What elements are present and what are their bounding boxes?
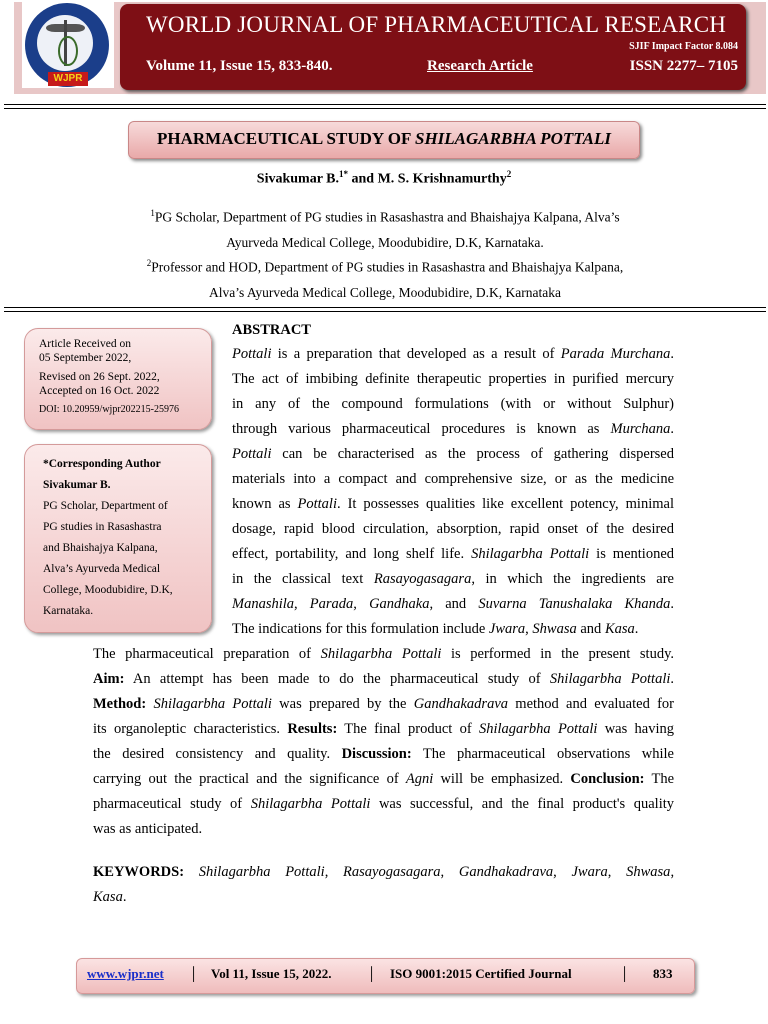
abstract-line: in the classical text Rasayogasagara, in which the ingredients are — [232, 571, 674, 587]
caduceus-snake-icon — [58, 36, 78, 66]
impact-factor: SJIF Impact Factor 8.084 — [629, 41, 738, 52]
abstract-line: The pharmaceutical preparation of Shilagarbha Pottali is performed in the present study. — [93, 646, 675, 662]
divider — [4, 311, 766, 312]
abstract-line: Manashila, Parada, Gandhaka, and Suvarna Tanushalaka Khanda. — [232, 596, 675, 612]
volume-issue: Volume 11, Issue 15, 833-840. — [146, 58, 333, 74]
abstract-line: Pottali is a preparation that developed as a result of Parada Murchana. — [232, 346, 675, 362]
abstract-line: through various pharmaceutical procedures is known as Murchana. — [232, 421, 674, 437]
abstract-line: the desired consistency and quality. Discussion: The pharmaceutical observations while — [93, 746, 674, 762]
abstract-line: materials into a compact and comprehensive size, or as the medicine — [232, 471, 674, 487]
keywords: KEYWORDS: Shilagarbha Pottali, Rasayogasagara, Gandhakadrava, Jwara, Shwasa, — [93, 864, 675, 880]
article-type: Research Article — [427, 58, 533, 74]
title-box — [128, 121, 640, 159]
footer-volume: Vol 11, Issue 15, 2022. — [211, 966, 332, 981]
abstract-line: effect, portability, and long shelf life. Shilagarbha Pottali is mentioned — [232, 546, 675, 562]
abstract-line: pharmaceutical study of Shilagarbha Pottali was successful, and the final product's quality — [93, 796, 675, 812]
issn: ISSN 2277– 7105 — [629, 58, 738, 74]
abstract-line: known as Pottali. It possesses qualities like excellent potency, minimal — [232, 496, 674, 512]
abstract-line: dosage, rapid blood circulation, absorption, rapid onset of the desired — [232, 521, 674, 537]
journal-website-link[interactable]: www.wjpr.net — [87, 966, 164, 981]
footer-separator: │ — [189, 966, 199, 981]
affiliation-2: $^2$Professor and HOD, Department of PG studies in Rasashastra and Bhaishajya Kalpana, Alva’s Ayurveda Medical College, Moodubidire, D.K, Karnataka — [146, 258, 624, 300]
article-title: PHARMACEUTICAL STUDY OF SHILAGARBHA POTTALI — [156, 129, 612, 148]
divider — [4, 307, 766, 308]
page-number: 833 — [653, 966, 673, 981]
page-footer — [76, 958, 695, 994]
footer-separator: │ — [367, 966, 377, 981]
affiliation-1: $^1$PG Scholar, Department of PG studies in Rasashastra and Bhaishajya Kalpana, Alva’s Ayurveda Medical College, Moodubidire, D.K, Karnataka. — [150, 208, 620, 250]
article-dates-box: Article Received on 05 September 2022, Revised on 26 Sept. 2022, Accepted on 16 Oct. 2022 DOI: 10.20959/wjpr202215-25976 — [24, 328, 212, 430]
abstract-line: Aim: An attempt has been made to do the pharmaceutical study of Shilagarbha Pottali. — [93, 671, 675, 687]
abstract-line: The indications for this formulation include Jwara, Shwasa and Kasa. — [232, 621, 639, 637]
abstract-line: was as anticipated. — [93, 821, 203, 837]
logo-label: WJPR — [48, 72, 88, 86]
abstract-line: Method: Shilagarbha Pottali was prepared by the Gandhakadrava method and evaluated for — [93, 696, 675, 712]
divider — [4, 104, 766, 105]
footer-iso: ISO 9001:2015 Certified Journal — [390, 966, 572, 981]
abstract-line: carrying out the practical and the significance of Agni will be emphasized. Conclusion: The — [93, 771, 674, 787]
caduceus-wing-left-icon — [46, 24, 64, 32]
divider — [4, 108, 766, 109]
abstract-heading: ABSTRACT — [232, 322, 311, 338]
abstract-line: Pottali can be characterised as the process of gathering dispersed — [232, 446, 674, 462]
authors: Sivakumar B.$^{1*}$ and M. S. Krishnamurthy$^2$ — [256, 169, 512, 187]
corresponding-author-box: *Corresponding Author Sivakumar B. PG Scholar, Department of PG studies in Rasashastra and Bhaishajya Kalpana, Alva’s Ayurveda Medical College, Moodubidire, D.K, Karnataka. — [24, 444, 212, 633]
doi: DOI: 10.20959/wjpr202215-25976 — [39, 404, 179, 415]
journal-name: WORLD JOURNAL OF PHARMACEUTICAL RESEARCH — [146, 12, 727, 37]
abstract-line: its organoleptic characteristics. Results: The final product of Shilagarbha Pottali was having — [93, 721, 675, 737]
abstract-line: The act of imbibing definite therapeutic properties in purified mercury — [232, 371, 674, 387]
caduceus-wing-right-icon — [67, 24, 85, 32]
footer-separator: │ — [620, 966, 630, 981]
journal-logo — [22, 2, 114, 88]
abstract-line: in any of the compound formulations (with or without Sulphur) — [232, 396, 674, 412]
keywords-cont: Kasa. — [93, 889, 127, 905]
